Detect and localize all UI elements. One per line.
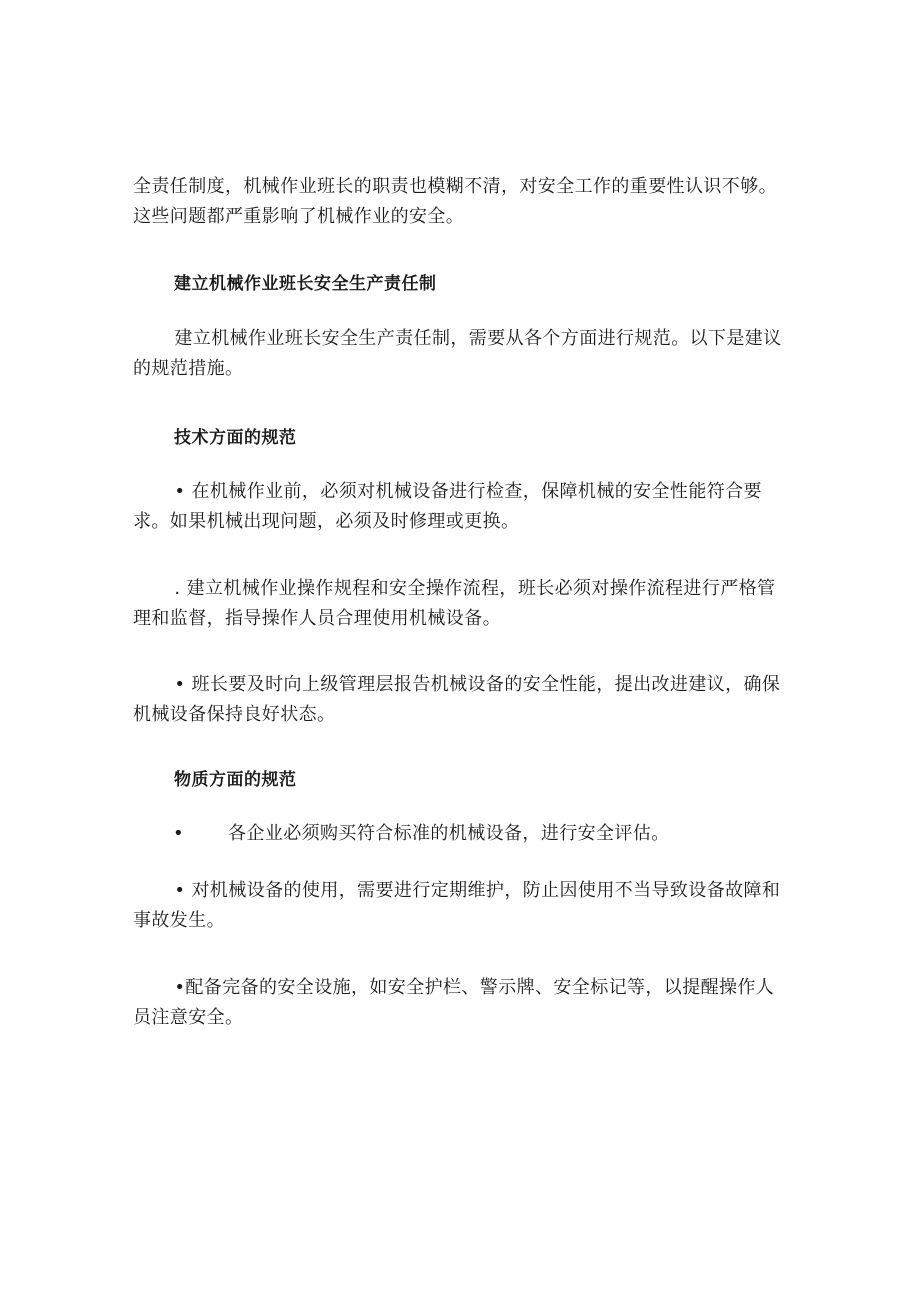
paragraph-intro-continuation: 全责任制度，机械作业班长的职责也模糊不清，对安全工作的重要性认识不够。这些问题都严重影响了机械作业的安全。 bbox=[133, 176, 777, 227]
bullet-dot: • bbox=[173, 823, 185, 844]
section-heading-material: 物质方面的规范 bbox=[174, 770, 297, 790]
bullet-material-purchase bbox=[173, 819, 823, 849]
section-heading-technical: 技术方面的规范 bbox=[174, 428, 297, 448]
bullet-material-safety-facilities: •配备完备的安全设施，如安全护栏、警示牌、安全标记等，以提醒操作人员注意安全。 bbox=[133, 977, 775, 1028]
bullet-material-maintenance: • 对机械设备的使用，需要进行定期维护，防止因使用不当导致设备故障和事故发生。 bbox=[133, 880, 781, 931]
paragraph-responsibility-system: 建立机械作业班长安全生产责任制，需要从各个方面进行规范。以下是建议的规范措施。 bbox=[133, 328, 782, 379]
bullet-technical-procedures: . 建立机械作业操作规程和安全操作流程，班长必须对操作流程进行严格管理和监督，指导操作人员合理使用机械设备。 bbox=[133, 578, 776, 629]
bullet-material-purchase-text: 各企业必须购买符合标准的机械设备，进行安全评估。 bbox=[228, 823, 670, 844]
bullet-technical-reporting: • 班长要及时向上级管理层报告机械设备的安全性能，提出改进建议，确保机械设备保持良好状态。 bbox=[133, 674, 781, 725]
section-heading-responsibility-system: 建立机械作业班长安全生产责任制 bbox=[174, 274, 437, 294]
bullet-technical-inspection: • 在机械作业前，必须对机械设备进行检查，保障机械的安全性能符合要求。如果机械出现问题，必须及时修理或更换。 bbox=[133, 481, 762, 532]
